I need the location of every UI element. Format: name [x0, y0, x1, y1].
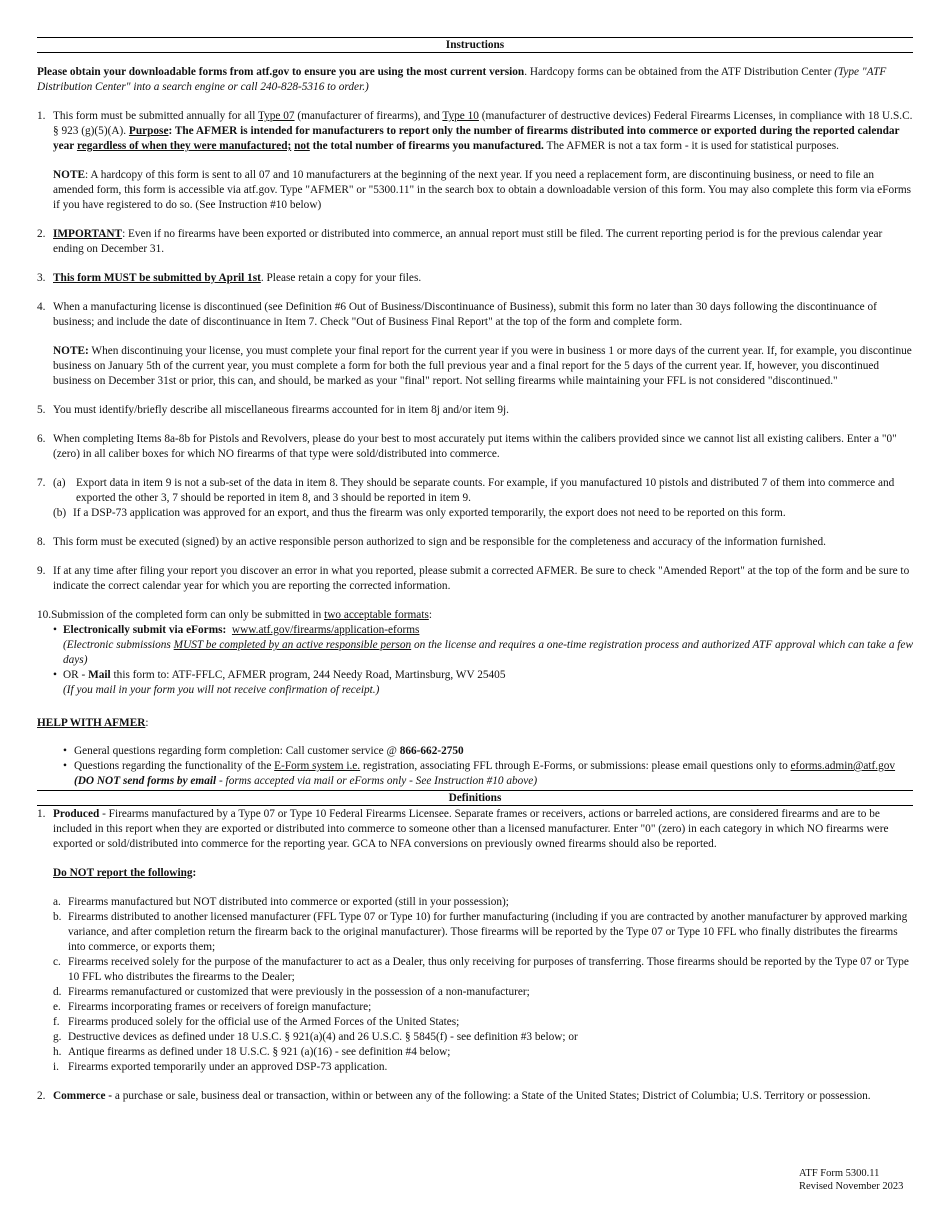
exclusion-item: [37, 955, 913, 985]
definition-1: 1. Produced - Firearms manufactured by a Type 07 or Type 10 Federal Firearms Licensee. Separate frames or receivers, actions or barreled actions, are considered firearms and are to be included in this report when they are exported or distributed into commerce to someone other than a licensed manufacturer. Enter "0" (zero) in each category in which NO firearms were exported or sold/distributed into commerce for the reporting year. GCA to NFA conversions on previously owned firearms should also be reported.: [37, 808, 889, 850]
exclusion-text: Firearms manufactured but NOT distributed into commerce or exported (still in your possession);: [68, 896, 509, 908]
instruction-3: 3. This form MUST be submitted by April 1st. Please retain a copy for your files.: [37, 272, 422, 284]
instruction-6: 6. When completing Items 8a-8b for Pistols and Revolvers, please do your best to most accurately put items within the calibers provided since we cannot list all existing calibers. Enter a "0" (zero) in all caliber boxes for which NO firearms of that type were sold/distributed into commerce.: [37, 433, 897, 460]
exclusion-item: [37, 910, 913, 955]
email-link[interactable]: eforms.admin@atf.gov: [790, 760, 896, 772]
exclusion-item: [37, 1045, 913, 1060]
definitions-heading: Definitions: [37, 790, 913, 806]
exclusion-label: c.: [53, 956, 61, 968]
revision-date: Revised November 2023: [799, 1181, 904, 1192]
eforms-link[interactable]: www.atf.gov/firearms/application-eforms: [231, 624, 420, 636]
form-number: ATF Form 5300.11: [799, 1168, 880, 1179]
exclusion-text: Firearms distributed to another licensed manufacturer (FFL Type 07 or Type 10) for further manufacturing (including if you are contracted by another manufacturer by approved marking variance, and after completion return the firearm back to the original manufacturer). Those firearms will be reported by the Type 07 or Type 10 FFL who finally distributes the firearms into commerce, or exports them;: [68, 911, 908, 953]
exclusion-text: Firearms incorporating frames or receivers of foreign manufacture;: [68, 1001, 372, 1013]
help-heading: HELP WITH AFMER:: [37, 717, 149, 729]
intro-paragraph: Please obtain your downloadable forms from atf.gov to ensure you are using the most current version. Hardcopy forms can be obtained from the ATF Distribution Center (Type "ATF Distribution Center" into a search engine or call 240-828-5316 to order.): [37, 66, 887, 93]
do-not-report-heading: Do NOT report the following:: [53, 867, 197, 879]
help-general: • General questions regarding form completion: Call customer service @ 866-662-2750: [63, 745, 464, 757]
instruction-1: 1. This form must be submitted annually for all Type 07 (manufacturer of firearms), and Type 10 (manufacturer of destructive devices) Federal Firearms Licenses, in compliance with 18 U.S.C. § 923 (g)(5)(A). Purpose: The AFMER is intended for manufacturers to report only the number of firearms distributed into commerce or exported during the reported calendar year regardless of when they were manufactured; not the total number of firearms you manufactured. The AFMER is not a tax form - it is used for statistical purposes.: [37, 110, 913, 152]
exclusion-label: f.: [53, 1016, 60, 1028]
exclusion-item: [37, 1060, 913, 1075]
exclusion-text: Antique firearms as defined under 18 U.S.C. § 921 (a)(16) - see definition #4 below;: [68, 1046, 451, 1058]
exclusion-item: [37, 895, 913, 910]
instruction-2: 2. IMPORTANT: Even if no firearms have been exported or distributed into commerce, an annual report must still be filed. The current reporting period is for the previous calendar year ending on December 31.: [37, 228, 883, 255]
instruction-4: 4. When a manufacturing license is discontinued (see Definition #6 Out of Business/Discontinuance of Business), submit this form no later than 30 days following the discontinuance of business; and include the date of discontinuance in Item 7. Check "Out of Business Final Report" at the top of the form and complete form.: [37, 301, 877, 328]
exclusion-text: Firearms received solely for the purpose of the manufacturer to act as a Dealer, thus only receiving for purposes of transferring. Those firearms should be reported by the Type 07 or Type 10 FFL who distributes the firearms to the Dealer;: [68, 956, 909, 983]
exclusions-list: [37, 895, 913, 1075]
exclusion-label: g.: [53, 1031, 62, 1043]
exclusion-label: a.: [53, 896, 61, 908]
help-eforms: • Questions regarding the functionality of the E-Form system i.e. registration, associating FFL through E-Forms, or submissions: please email questions only to eforms.admin@atf.gov (DO NOT send forms by email - forms accepted via mail or eForms only - See Instruction #10 above): [63, 760, 896, 787]
instruction-5: 5. You must identify/briefly describe all miscellaneous firearms accounted for in item 8j and/or item 9j.: [37, 404, 509, 416]
instruction-7: 7. (a) Export data in item 9 is not a sub-set of the data in item 8. They should be separate counts. For example, if you manufactured 10 pistols and distributed 7 of them into commerce and exported the other 3, 7 should be reported in item 8, and 3 should be reported in item 9. (b) If a DSP-73 application was approved for an export, and thus the firearm was only exported temporarily, the export does not need to be reported on this form.: [37, 477, 895, 519]
mail-option: • OR - Mail this form to: ATF-FFLC, AFMER program, 244 Needy Road, Martinsburg, WV 25405 (If you mail in your form you will not receive confirmation of receipt.): [53, 669, 506, 696]
instructions-heading: Instructions: [37, 37, 913, 53]
exclusion-item: [37, 985, 913, 1000]
phone-number: 866-662-2750: [399, 745, 464, 757]
instruction-1-note: NOTE: A hardcopy of this form is sent to all 07 and 10 manufacturers at the beginning of the next year. If you need a replacement form, are discontinuing business, or need to file an amended form, this form is accessible via atf.gov. Type "AFMER" or "5300.11" in the search box to obtain a downloadable version of this form. You may also complete this form via eForms if you have registered to do so. (See Instruction #10 below): [53, 169, 912, 211]
exclusion-text: Firearms remanufactured or customized that were previously in the possession of a non-manufacturer;: [68, 986, 530, 998]
eforms-option: • Electronically submit via eForms: www.atf.gov/firearms/application-eforms (Electronic submissions MUST be completed by an active responsible person on the license and requires a one-time registration process and authorized ATF approval which can take a few days): [53, 624, 913, 666]
exclusion-label: i.: [53, 1061, 59, 1073]
exclusion-label: e.: [53, 1001, 61, 1013]
exclusion-label: h.: [53, 1046, 62, 1058]
exclusion-text: Firearms exported temporarily under an approved DSP-73 application.: [68, 1061, 388, 1073]
instruction-10: 10.Submission of the completed form can only be submitted in two acceptable formats:: [37, 609, 432, 621]
page: [37, 37, 913, 1104]
exclusion-text: Firearms produced solely for the official use of the Armed Forces of the United States;: [68, 1016, 460, 1028]
instruction-9: 9. If at any time after filing your report you discover an error in what you reported, please submit a corrected AFMER. Be sure to check "Amended Report" at the top of the form and be sure to indicate the correct calendar year for which you are reporting the corrected information.: [37, 565, 910, 592]
exclusion-text: Destructive devices as defined under 18 U.S.C. § 921(a)(4) and 26 U.S.C. § 5845(f) - see definition #3 below; or: [68, 1031, 578, 1043]
instruction-4-note: NOTE: When discontinuing your license, you must complete your final report for the current year if you were in business 1 or more days of the current year. If, for example, you discontinue business on January 5th of the current year, you must complete a form for both the full previous year and a final report for the 5 days of the current year. If, however, you discontinued business on December 31st or prior, this can, and should, be marked as your "final" report. Not selling firearms while maintaining your FFL is not considered "discontinued.": [53, 345, 912, 387]
exclusion-item: [37, 1000, 913, 1015]
exclusion-label: d.: [53, 986, 62, 998]
instruction-8: 8. This form must be executed (signed) by an active responsible person authorized to sign and be responsible for the completeness and accuracy of the information furnished.: [37, 536, 826, 548]
exclusion-item: [37, 1030, 913, 1045]
exclusion-label: b.: [53, 911, 62, 923]
form-footer: [799, 1167, 903, 1193]
definition-2: 2. Commerce - a purchase or sale, business deal or transaction, within or between any of the following: a State of the United States; District of Columbia; U.S. Territory or possession.: [37, 1090, 871, 1102]
exclusion-item: [37, 1015, 913, 1030]
